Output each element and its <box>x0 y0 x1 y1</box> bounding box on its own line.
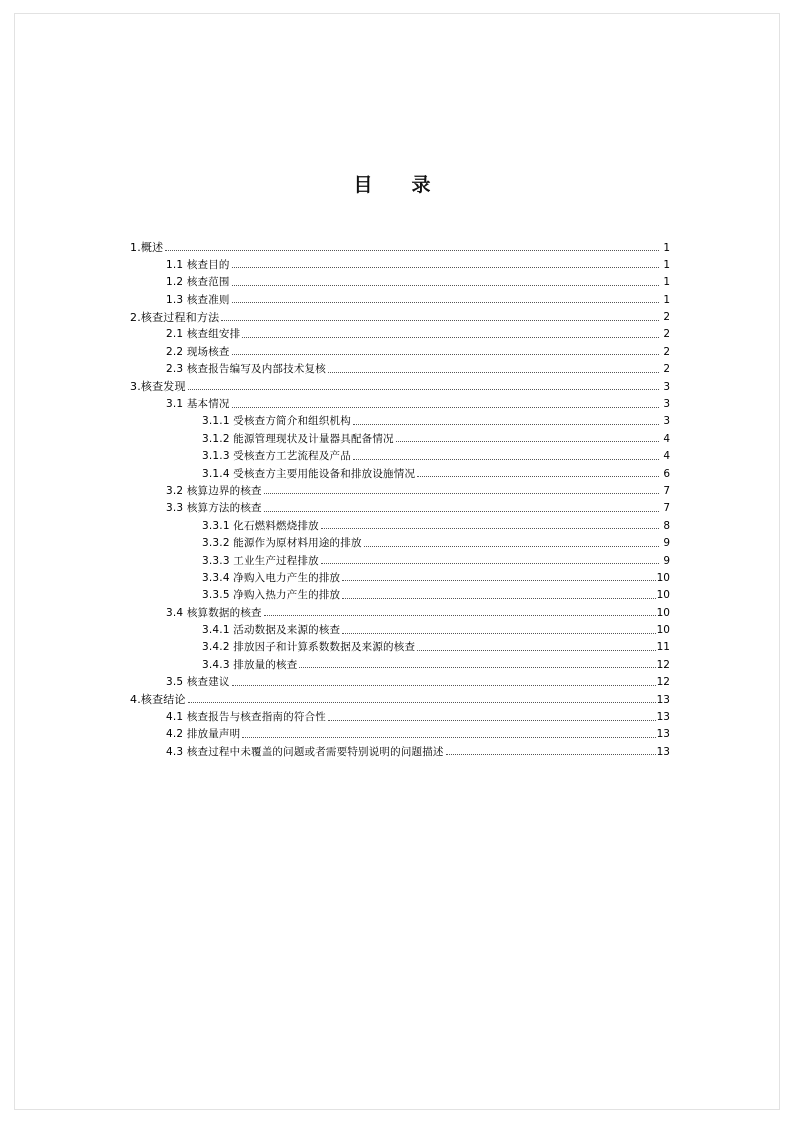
toc-leader-dots <box>264 606 656 616</box>
toc-leader-dots <box>221 311 659 321</box>
toc-leader-dots <box>342 571 655 581</box>
toc-entry-label: 1.1 核查目的 <box>166 258 230 271</box>
toc-leader-dots <box>242 328 659 338</box>
toc-entry-label: 3.5 核查建议 <box>166 676 230 689</box>
toc-leader-dots <box>264 502 659 512</box>
toc-entry-page-number: 2 <box>663 345 670 358</box>
toc-entry-label: 1.2 核查范围 <box>166 276 230 289</box>
toc-leader-dots <box>232 398 659 408</box>
toc-entry-page-number: 2 <box>663 363 670 376</box>
toc-entry-page-number: 4 <box>663 432 670 445</box>
toc-entry-label: 3.1.2 能源管理现状及计量器具配备情况 <box>202 432 394 445</box>
toc-entry-label: 3.3 核算方法的核查 <box>166 502 262 515</box>
toc-entry[interactable] <box>130 589 670 601</box>
toc-entry-label: 3.4.3 排放量的核查 <box>202 658 298 671</box>
toc-entry-label: 3.核查发现 <box>130 380 186 394</box>
toc-leader-dots <box>242 728 655 738</box>
toc-entry[interactable] <box>130 606 670 618</box>
toc-leader-dots <box>299 658 655 668</box>
toc-entry-page-number: 9 <box>663 554 670 567</box>
toc-entry-label: 4.3 核查过程中未覆盖的问题或者需要特别说明的问题描述 <box>166 745 444 758</box>
toc-leader-dots <box>165 241 659 251</box>
toc-entry[interactable] <box>130 276 670 288</box>
toc-entry-label: 3.3.1 化石燃料燃烧排放 <box>202 519 319 532</box>
toc-entry-page-number: 3 <box>663 380 670 393</box>
toc-leader-dots <box>342 589 655 599</box>
toc-entry-page-number: 12 <box>656 676 670 689</box>
toc-entry-page-number: 13 <box>656 728 670 741</box>
toc-entry-label: 3.3.2 能源作为原材料用途的排放 <box>202 537 362 550</box>
toc-entry-page-number: 12 <box>656 658 670 671</box>
toc-entry-page-number: 9 <box>663 537 670 550</box>
toc-entry-page-number: 8 <box>663 519 670 532</box>
toc-entry-page-number: 7 <box>663 484 670 497</box>
toc-entry[interactable] <box>130 432 670 444</box>
toc-entry-label: 3.1.1 受核查方简介和组织机构 <box>202 415 351 428</box>
toc-entry-label: 3.4.1 活动数据及来源的核查 <box>202 624 341 637</box>
toc-leader-dots <box>232 293 659 303</box>
toc-leader-dots <box>232 345 659 355</box>
toc-leader-dots <box>321 519 659 529</box>
toc-entry[interactable] <box>130 484 670 496</box>
toc-entry-label: 3.1 基本情况 <box>166 398 230 411</box>
toc-entry[interactable] <box>130 502 670 514</box>
toc-entry-label: 3.2 核算边界的核查 <box>166 484 262 497</box>
toc-entry[interactable] <box>130 537 670 549</box>
toc-entry[interactable] <box>130 658 670 670</box>
toc-entry[interactable] <box>130 380 670 392</box>
toc-entry-page-number: 7 <box>663 502 670 515</box>
toc-entry[interactable] <box>130 345 670 357</box>
toc-leader-dots <box>396 432 659 442</box>
toc-entry-label: 4.核查结论 <box>130 693 186 707</box>
toc-leader-dots <box>188 693 656 703</box>
toc-leader-dots <box>264 484 659 494</box>
toc-entry-page-number: 1 <box>663 258 670 271</box>
toc-entry-page-number: 6 <box>663 467 670 480</box>
page-content <box>130 170 670 763</box>
toc-entry-page-number: 1 <box>663 241 670 254</box>
toc-entry[interactable] <box>130 519 670 531</box>
toc-leader-dots <box>364 537 659 547</box>
toc-entry-page-number: 13 <box>656 745 670 758</box>
toc-entry-page-number: 10 <box>656 606 670 619</box>
toc-leader-dots <box>188 380 659 390</box>
toc-entry-page-number: 2 <box>663 328 670 341</box>
toc-entry-page-number: 10 <box>656 624 670 637</box>
toc-entry[interactable] <box>130 311 670 323</box>
toc-entry-label: 2.3 核查报告编写及内部技术复核 <box>166 363 326 376</box>
toc-entry-label: 3.4.2 排放因子和计算系数数据及来源的核查 <box>202 641 416 654</box>
toc-entry-page-number: 10 <box>656 589 670 602</box>
toc-entry-page-number: 13 <box>656 693 670 706</box>
toc-entry[interactable] <box>130 363 670 375</box>
toc-entry[interactable] <box>130 241 670 253</box>
toc-entry-label: 4.2 排放量声明 <box>166 728 241 741</box>
toc-entry[interactable] <box>130 624 670 636</box>
toc-leader-dots <box>328 711 656 721</box>
toc-leader-dots <box>353 415 659 425</box>
table-of-contents <box>130 241 670 757</box>
toc-entry-page-number: 1 <box>663 276 670 289</box>
toc-entry-label: 3.4 核算数据的核查 <box>166 606 262 619</box>
toc-leader-dots <box>417 467 659 477</box>
toc-entry-label: 2.1 核查组安排 <box>166 328 241 341</box>
toc-entry[interactable] <box>130 676 670 688</box>
toc-entry-label: 3.1.4 受核查方主要用能设备和排放设施情况 <box>202 467 416 480</box>
toc-entry-page-number: 13 <box>656 711 670 724</box>
toc-leader-dots <box>321 554 659 564</box>
toc-leader-dots <box>232 276 659 286</box>
toc-entry[interactable] <box>130 415 670 427</box>
toc-entry-label: 3.3.5 净购入热力产生的排放 <box>202 589 341 602</box>
toc-entry-label: 3.3.3 工业生产过程排放 <box>202 554 319 567</box>
toc-entry-label: 3.1.3 受核查方工艺流程及产品 <box>202 450 351 463</box>
toc-entry-label: 1.3 核查准则 <box>166 293 230 306</box>
toc-entry[interactable] <box>130 641 670 653</box>
toc-entry[interactable] <box>130 328 670 340</box>
toc-leader-dots <box>342 624 655 634</box>
toc-entry[interactable] <box>130 398 670 410</box>
toc-entry-label: 2.核查过程和方法 <box>130 310 220 324</box>
toc-entry[interactable] <box>130 693 670 705</box>
toc-entry-label: 4.1 核查报告与核查指南的符合性 <box>166 711 326 724</box>
toc-leader-dots <box>328 363 659 373</box>
toc-entry[interactable] <box>130 571 670 583</box>
toc-entry[interactable] <box>130 258 670 270</box>
toc-entry[interactable] <box>130 293 670 305</box>
toc-leader-dots <box>353 450 659 460</box>
toc-entry-page-number: 1 <box>663 293 670 306</box>
toc-leader-dots <box>232 258 659 268</box>
toc-entry-page-number: 4 <box>663 450 670 463</box>
toc-entry-page-number: 3 <box>663 415 670 428</box>
toc-entry-page-number: 10 <box>656 571 670 584</box>
toc-entry[interactable] <box>130 728 670 740</box>
page-title: 目 录 <box>353 174 441 196</box>
toc-entry-page-number: 3 <box>663 398 670 411</box>
toc-entry[interactable] <box>130 467 670 479</box>
toc-leader-dots <box>446 745 656 755</box>
toc-entry[interactable] <box>130 554 670 566</box>
toc-entry[interactable] <box>130 711 670 723</box>
toc-entry-page-number: 2 <box>663 311 670 324</box>
toc-entry[interactable] <box>130 745 670 757</box>
toc-entry-label: 3.3.4 净购入电力产生的排放 <box>202 571 341 584</box>
toc-entry-page-number: 11 <box>656 641 670 654</box>
toc-leader-dots <box>417 641 655 651</box>
toc-entry-label: 1.概述 <box>130 241 164 254</box>
toc-entry[interactable] <box>130 450 670 462</box>
toc-entry-label: 2.2 现场核查 <box>166 345 230 358</box>
toc-leader-dots <box>232 676 656 686</box>
